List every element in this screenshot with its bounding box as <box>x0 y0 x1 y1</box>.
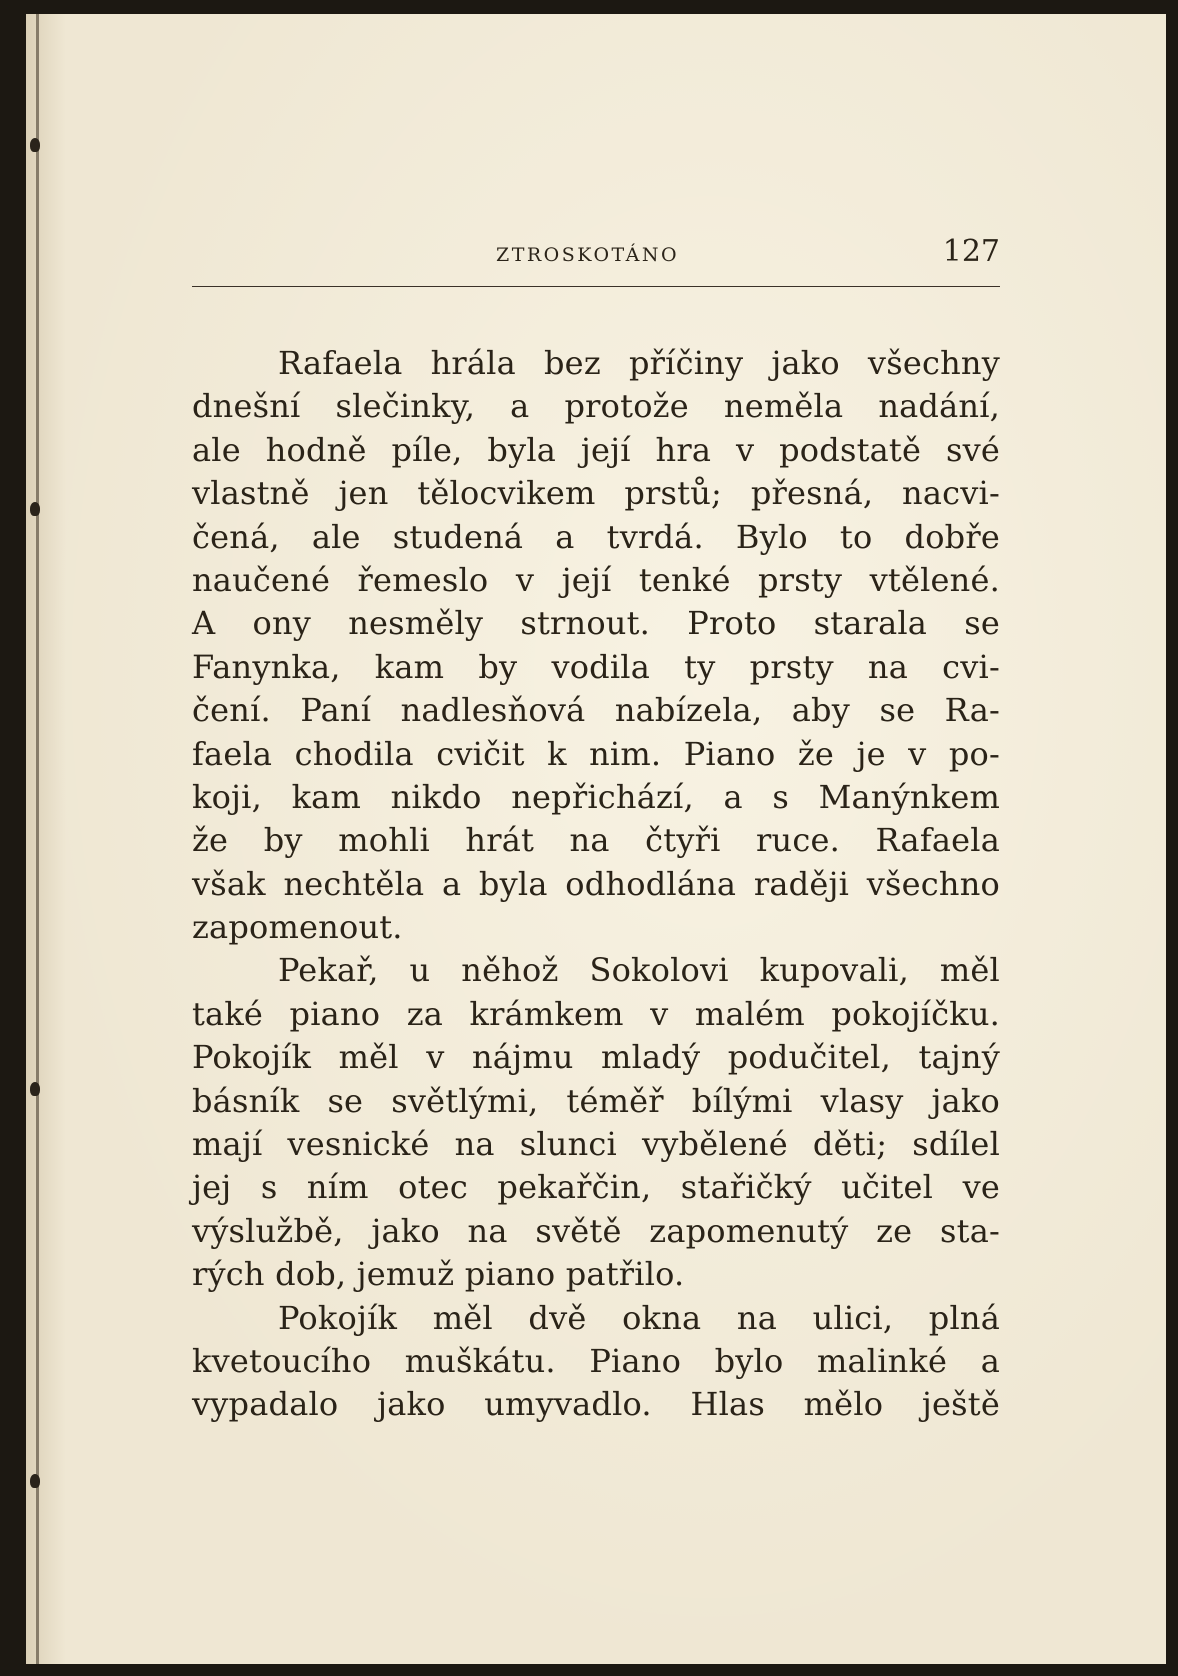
binding-mark <box>30 1474 40 1488</box>
page-header <box>192 226 1000 287</box>
text-line: také piano za krámkem v malém pokojíčku. <box>192 994 1000 1033</box>
text-line: mají vesnické na slunci vybělené děti; sdílel <box>192 1125 1000 1164</box>
text-line: faela chodila cvičit k nim. Piano že je v po- <box>192 734 1000 773</box>
text-line: výslužbě, jako na světě zapomenutý ze sta- <box>192 1211 1000 1250</box>
text-line: zapomenout. <box>192 908 403 947</box>
text-line: čená, ale studená a tvrdá. Bylo to dobře <box>192 517 1000 556</box>
binding-mark <box>30 502 40 516</box>
text-line: však nechtěla a byla odhodlána raději všechno <box>192 864 1000 903</box>
text-line: naučené řemeslo v její tenké prsty vtělené. <box>192 560 1000 599</box>
binding-mark <box>30 138 40 152</box>
running-title: ZTROSKOTÁNO <box>496 244 680 266</box>
text-line: jej s ním otec pekařčin, stařičký učitel ve <box>192 1168 1000 1207</box>
text-line: Pokojík měl v nájmu mladý podučitel, tajný <box>192 1038 1000 1077</box>
body-text <box>192 342 1000 1427</box>
text-line: vlastně jen tělocvikem prstů; přesná, nacvi- <box>192 474 1000 513</box>
text-line: rých dob, jemuž piano patřilo. <box>192 1255 685 1294</box>
text-line: Fanynka, kam by vodila ty prsty na cvi- <box>192 647 1000 686</box>
book-page <box>26 14 1166 1664</box>
binding-mark <box>30 1082 40 1096</box>
text-line: že by mohli hrát na čtyři ruce. Rafaela <box>192 821 1000 860</box>
binding-shadow <box>36 14 39 1664</box>
text-line: Rafaela hrála bez příčiny jako všechny <box>278 344 1000 382</box>
text-line: čení. Paní nadlesňová nabízela, aby se Ra- <box>192 691 1000 730</box>
text-line: ale hodně píle, byla její hra v podstatě své <box>192 430 1000 469</box>
page-number: 127 <box>942 234 1000 269</box>
text-line: Pekař, u něhož Sokolovi kupovali, měl <box>278 951 1000 990</box>
text-line: básník se světlými, téměř bílými vlasy jako <box>192 1081 1000 1120</box>
text-line: Pokojík měl dvě okna na ulici, plná <box>278 1298 1000 1337</box>
text-line: kvetoucího muškátu. Piano bylo malinké a <box>192 1341 1000 1380</box>
text-line: vypadalo jako umyvadlo. Hlas mělo ještě <box>192 1385 1000 1424</box>
text-line: koji, kam nikdo nepřichází, a s Manýnkem <box>192 777 1000 816</box>
text-line: A ony nesměly strnout. Proto starala se <box>192 604 1000 643</box>
text-line: dnešní slečinky, a protože neměla nadání, <box>192 387 1000 426</box>
